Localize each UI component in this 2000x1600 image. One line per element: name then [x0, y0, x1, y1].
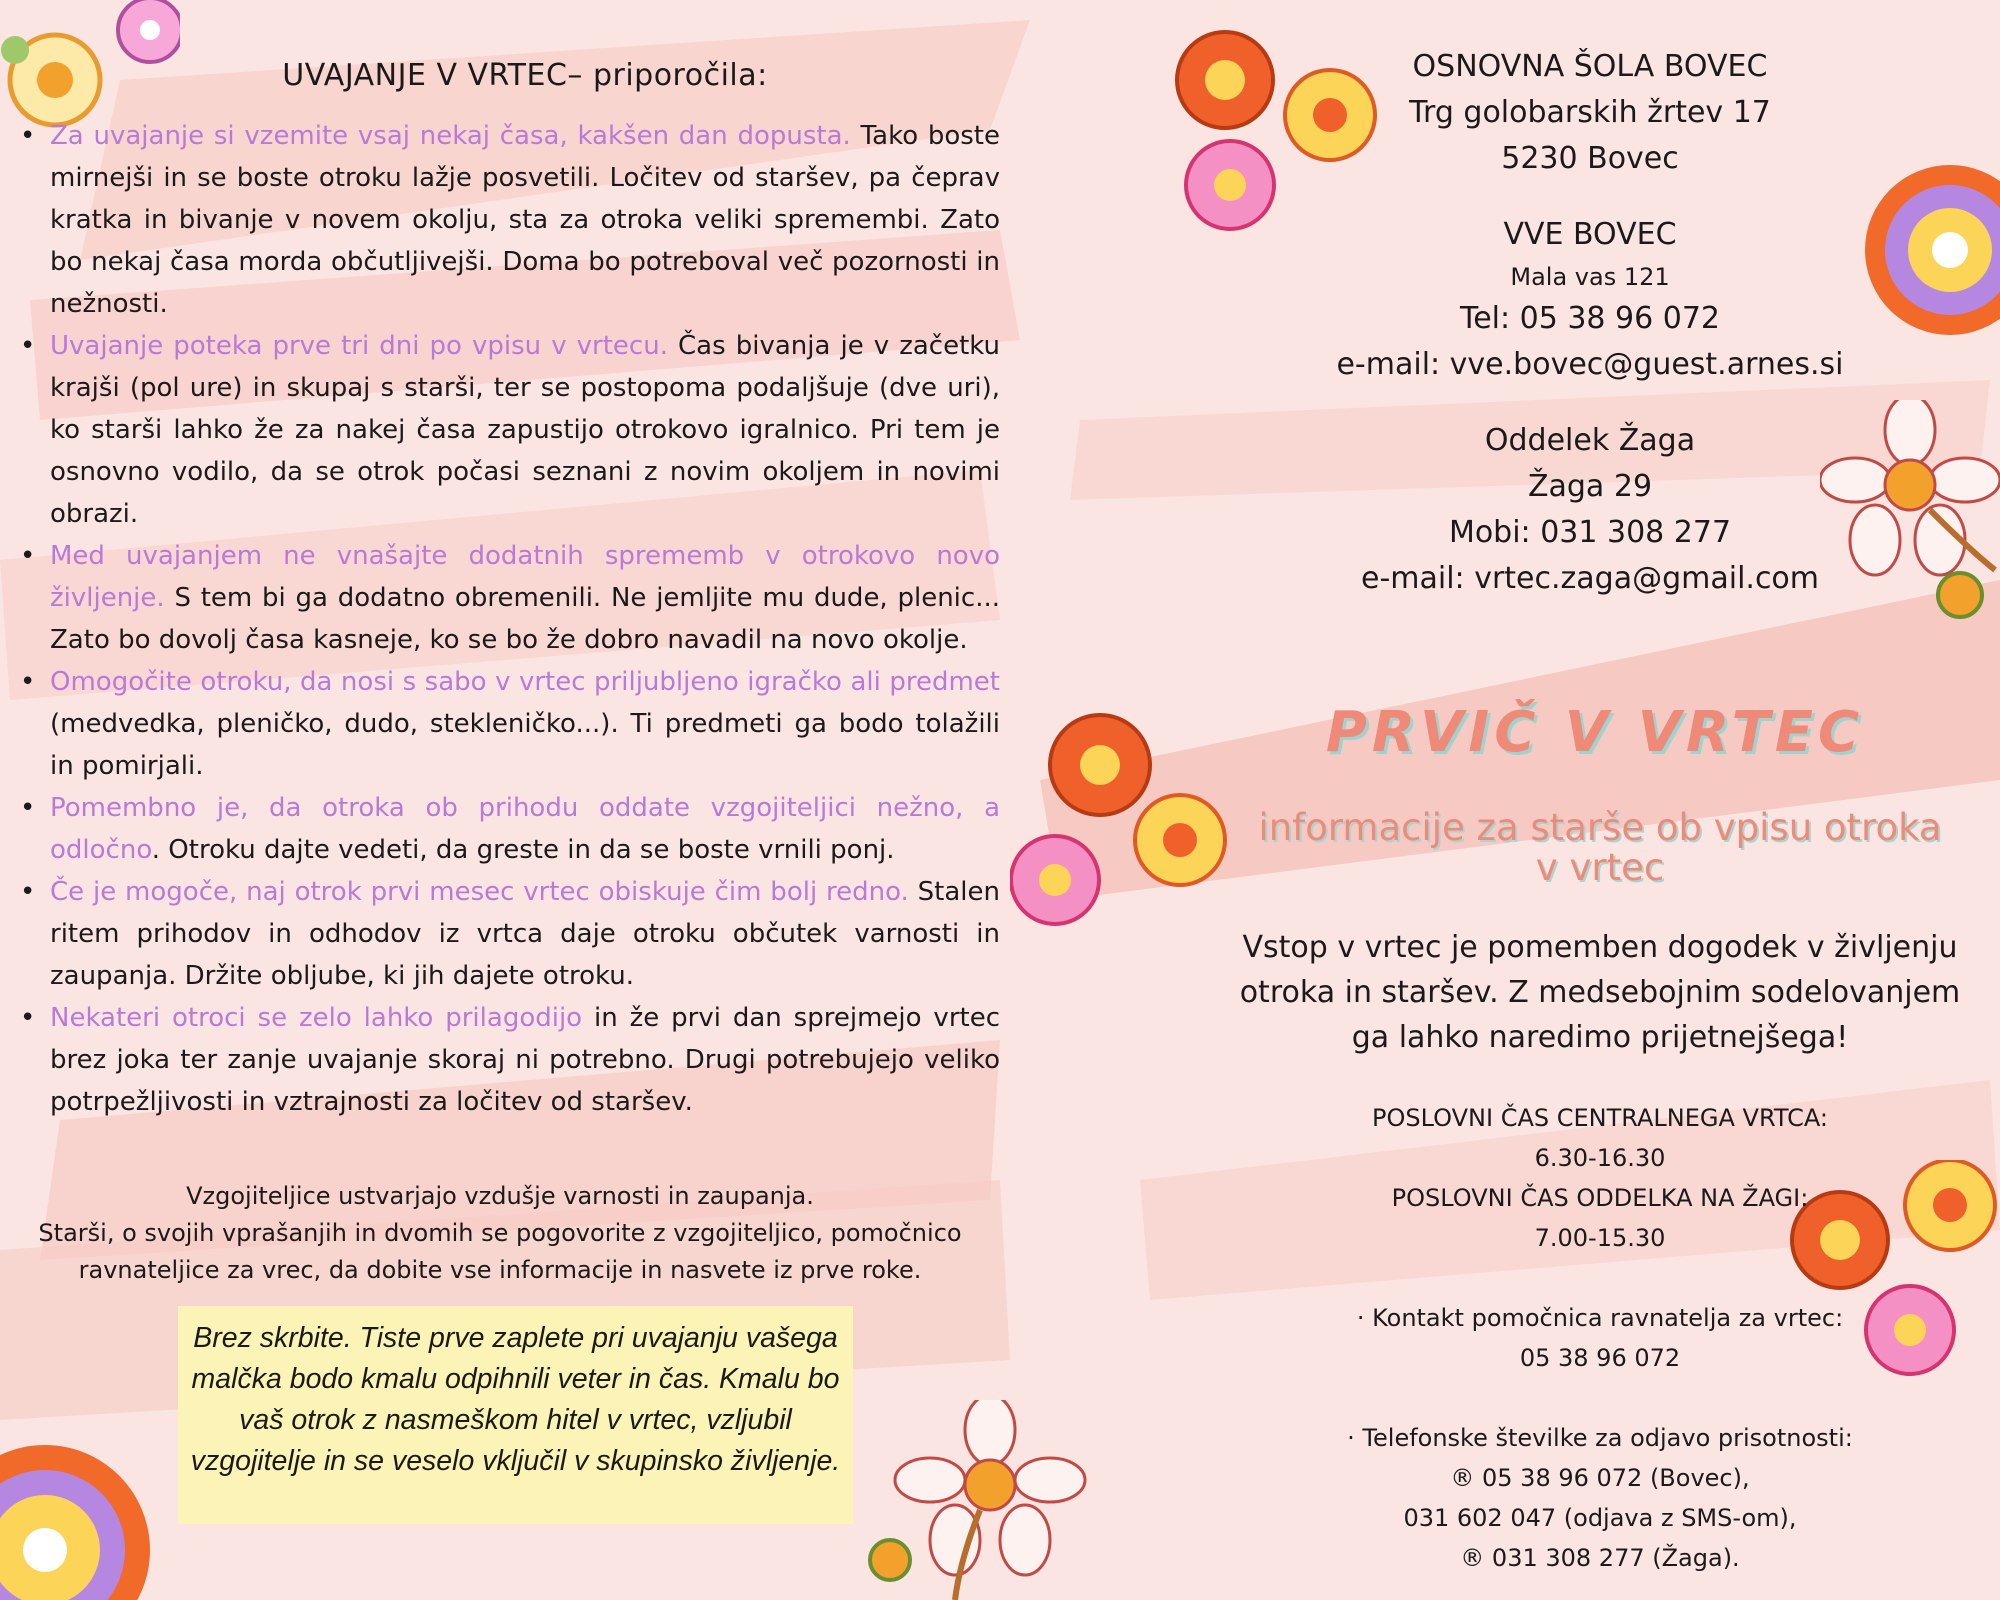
tip-text: S tem bi ga dodatno obremenili. Ne jemljite mu dude, plenic... Zato bo dovolj časa kasneje, ko se bo že dobro navadil na novo okolje.: [50, 583, 1000, 655]
reassurance-note: Brez skrbite. Tiste prve zaplete pri uvajanju vašega malčka bodo kmalu odpihnili veter in čas. Kmalu bo vaš otrok z nasmeškom hitel v vrtec, vzljubil vzgojitelje in se veselo vključil v skupinsko življenje.: [178, 1306, 853, 1524]
tip-text: . Otroku dajte vedeti, da greste in da se boste vrnili ponj.: [151, 835, 895, 865]
list-item: [50, 997, 1000, 1123]
closing-line: ravnateljice za vrec, da dobite vse informacije in nasvete iz prve roke.: [78, 1256, 922, 1284]
tip-highlight: Za uvajanje si vzemite vsaj nekaj časa, kakšen dan dopusta.: [50, 121, 851, 151]
tip-highlight: Omogočite otroku, da nosi s sabo v vrtec priljubljeno igračko ali predmet: [50, 667, 1000, 697]
absence-phone-3: ® 031 308 277 (Žaga).: [1460, 1544, 1740, 1572]
central-hours-label: POSLOVNI ČAS CENTRALNEGA VRTCA:: [1372, 1104, 1828, 1132]
left-title: UVAJANJE V VRTEC– priporočila:: [282, 58, 768, 93]
hours-block: [1250, 1098, 1950, 1578]
tips-list: [50, 115, 1000, 1123]
vve-phone: Tel: 05 38 96 072: [1459, 301, 1721, 336]
zaga-name: Oddelek Žaga: [1484, 423, 1696, 458]
vve-email: e-mail: vve.bovec@guest.arnes.si: [1336, 347, 1844, 382]
zaga-address: Žaga 29: [1527, 469, 1653, 504]
contact-block: [1200, 44, 1980, 602]
tip-highlight: Nekateri otroci se zelo lahko prilagodijo: [50, 1003, 583, 1033]
vve-address: Mala vas 121: [1510, 263, 1670, 291]
list-item: [50, 115, 1000, 325]
list-item: [50, 325, 1000, 535]
left-column: [50, 40, 1000, 1123]
contact-label: · Kontakt pomočnica ravnatelja za vrtec:: [1356, 1304, 1844, 1332]
zaga-email: e-mail: vrtec.zaga@gmail.com: [1360, 561, 1820, 596]
tip-highlight: Pomembno je, da otroka ob prihodu oddate vzgojiteljici nežno, a odločno: [50, 793, 1000, 865]
absence-phone-1: ® 05 38 96 072 (Bovec),: [1450, 1464, 1750, 1492]
list-item: [50, 871, 1000, 997]
daisy-bottom-middle-icon: [860, 1400, 1090, 1600]
list-item: [50, 787, 1000, 871]
tip-text: Čas bivanja je v začetku krajši (pol ure) in skupaj s starši, ter se postopoma podaljšuje (dve uri), ko starši lahko že za nakej časa zapustijo otrokovo igralnico. Pri tem je osnovno vodilo, da se otrok počasi seznani z novim okoljem in novimi obrazi.: [50, 331, 1000, 529]
contact-phone: 05 38 96 072: [1519, 1344, 1681, 1372]
closing-line: Starši, o svojih vprašanjih in dvomih se pogovorite z vzgojiteljico, pomočnico: [38, 1219, 962, 1247]
tip-text: in že prvi dan sprejmejo vrtec brez joka ter zanje uvajanje skoraj ni potrebno. Drugi potrebujejo veliko potrpežljivosti in vztrajnosti za ločitev od staršev.: [50, 1003, 1000, 1117]
zaga-mobile: Mobi: 031 308 277: [1448, 515, 1732, 550]
list-item: [50, 661, 1000, 787]
school-city: 5230 Bovec: [1501, 141, 1679, 176]
tip-text: (medvedka, pleničko, dudo, stekleničko...). Ti predmeti ga bodo tolažili in pomirjali.: [50, 709, 1000, 781]
central-hours-time: 6.30-16.30: [1534, 1144, 1666, 1172]
closing-line: Vzgojiteljice ustvarjajo vzdušje varnosti in zaupanja.: [186, 1182, 814, 1210]
tip-highlight: Uvajanje poteka prve tri dni po vpisu v vrtecu.: [50, 331, 668, 361]
vve-name: VVE BOVEC: [1503, 217, 1677, 252]
zaga-hours-time: 7.00-15.30: [1534, 1224, 1666, 1252]
closing-paragraph: [20, 1178, 980, 1289]
absence-label: · Telefonske številke za odjavo prisotnosti:: [1347, 1424, 1853, 1452]
school-street: Trg golobarskih žrtev 17: [1409, 95, 1771, 130]
zaga-hours-label: POSLOVNI ČAS ODDELKA NA ŽAGI:: [1391, 1184, 1809, 1212]
page-subtitle: informacije za starše ob vpisu otroka v vrtec: [1258, 806, 1942, 889]
tip-text: Tako boste mirnejši in se boste otroku lažje posvetili. Ločitev od staršev, pa čeprav kratka in bivanje v novem okolju, sta za otroka veliki spremembi. Zato bo nekaj časa morda občutljivejši. Doma bo potreboval več pozornosti in nežnosti.: [50, 121, 1001, 319]
absence-phone-2: 031 602 047 (odjava z SMS-om),: [1403, 1504, 1797, 1532]
list-item: [50, 535, 1000, 661]
tip-text: Stalen ritem prihodov in odhodov iz vrtca daje otroku občutek varnosti in zaupanja. Držite obljube, ki jih dajete otroku.: [50, 877, 1000, 991]
school-name: OSNOVNA ŠOLA BOVEC: [1412, 49, 1768, 84]
flower-cluster-middle-icon: [1010, 710, 1230, 940]
tip-highlight: Med uvajanjem ne vnašajte dodatnih sprememb v otrokovo novo življenje.: [50, 541, 1000, 613]
tip-highlight: Če je mogoče, naj otrok prvi mesec vrtec obiskuje čim bolj redno.: [50, 877, 909, 907]
flower-bottom-left-icon: [0, 1440, 180, 1600]
intro-paragraph: Vstop v vrtec je pomemben dogodek v življenju otroka in staršev. Z medsebojnim sodelovanjem ga lahko naredimo prijetnejšega!: [1239, 930, 1961, 1055]
page-title: PRVIČ V VRTEC: [1325, 700, 1865, 765]
